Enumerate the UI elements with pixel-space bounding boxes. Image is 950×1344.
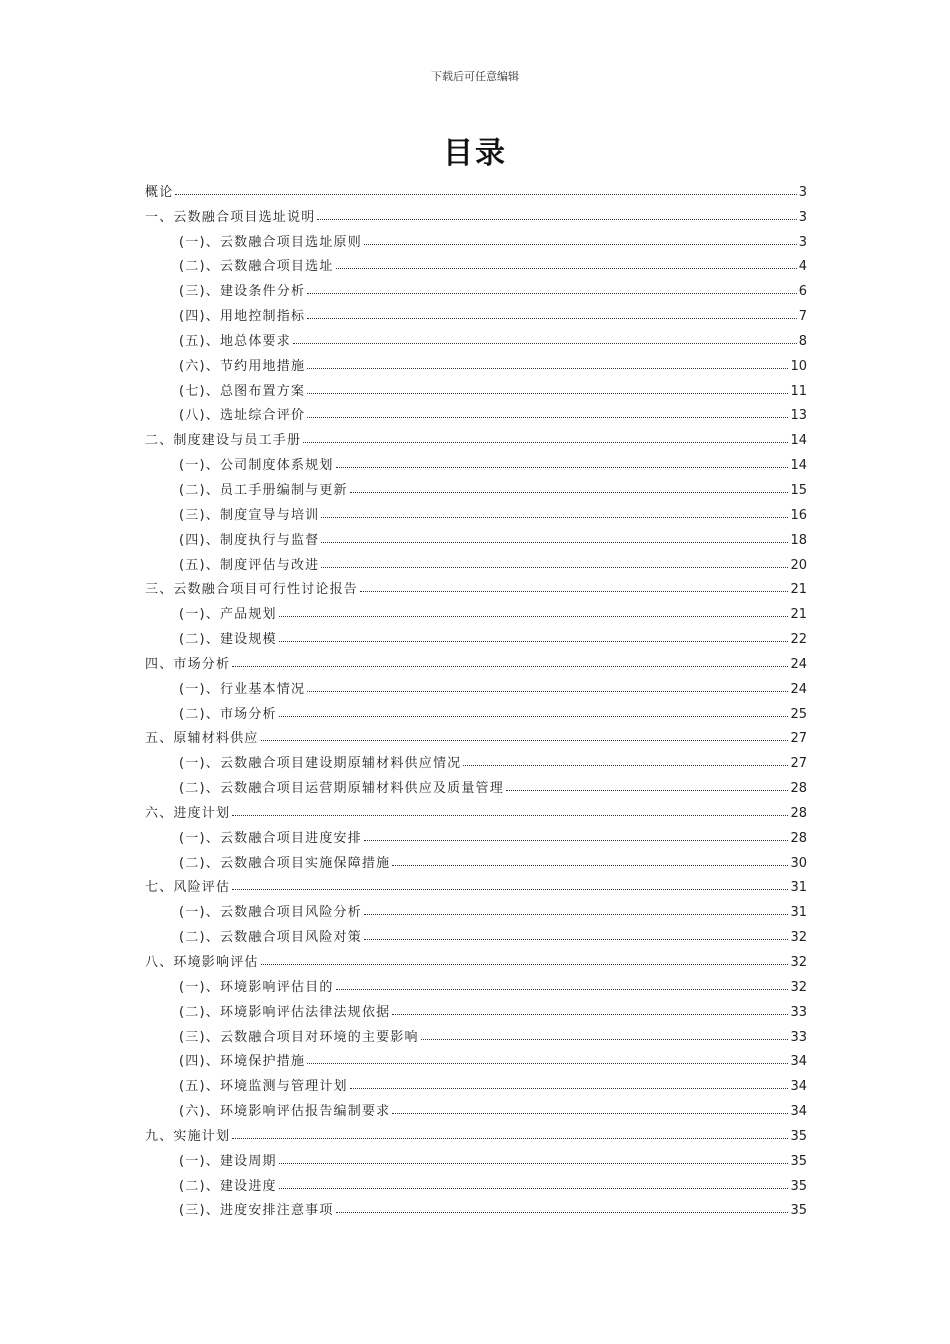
toc-dot-leader <box>293 343 797 344</box>
toc-dot-leader <box>307 417 788 418</box>
toc-dot-leader <box>307 1063 788 1064</box>
toc-entry-label: (一)、公司制度体系规划 <box>179 458 334 474</box>
toc-entry[interactable] <box>145 697 807 722</box>
toc-entry[interactable] <box>145 1094 807 1119</box>
toc-entry[interactable] <box>145 871 807 896</box>
toc-entry-page-number: 8 <box>798 333 807 349</box>
toc-entry-label: 四、市场分析 <box>145 656 231 672</box>
toc-entry[interactable] <box>145 970 807 995</box>
toc-entry-page-number: 31 <box>790 880 807 896</box>
toc-entry-page-number: 6 <box>798 284 807 300</box>
toc-entry-label: 九、实施计划 <box>145 1128 231 1144</box>
toc-entry[interactable] <box>145 324 807 349</box>
toc-entry-page-number: 34 <box>790 1054 807 1070</box>
toc-dot-leader <box>321 517 788 518</box>
toc-entry-page-number: 21 <box>790 582 807 598</box>
toc-entry-page-number: 16 <box>790 507 807 523</box>
toc-entry-label: (四)、制度执行与监督 <box>179 532 320 548</box>
toc-entry-label: (五)、环境监测与管理计划 <box>179 1079 348 1095</box>
toc-entry-label: (三)、云数融合项目对环境的主要影响 <box>179 1029 419 1045</box>
toc-dot-leader <box>279 716 789 717</box>
toc-entry[interactable] <box>145 771 807 796</box>
toc-entry-label: 七、风险评估 <box>145 880 231 896</box>
toc-entry-label: (二)、云数融合项目运营期原辅材料供应及质量管理 <box>179 781 504 797</box>
toc-dot-leader <box>421 1039 789 1040</box>
page-title: 目录 <box>443 136 507 171</box>
toc-dot-leader <box>303 442 788 443</box>
toc-entry-page-number: 35 <box>790 1153 807 1169</box>
toc-dot-leader <box>364 244 797 245</box>
toc-dot-leader <box>364 840 789 841</box>
toc-entry-page-number: 28 <box>790 805 807 821</box>
toc-entry[interactable] <box>145 1169 807 1194</box>
toc-entry[interactable] <box>145 1069 807 1094</box>
toc-entry-page-number: 11 <box>790 383 807 399</box>
toc-entry[interactable] <box>145 250 807 275</box>
toc-dot-leader <box>364 939 789 940</box>
toc-entry[interactable] <box>145 796 807 821</box>
toc-dot-leader <box>392 1113 788 1114</box>
toc-entry-page-number: 24 <box>790 681 807 697</box>
toc-entry-label: (二)、云数融合项目风险对策 <box>179 930 362 946</box>
toc-dot-leader <box>307 293 797 294</box>
toc-entry[interactable] <box>145 945 807 970</box>
toc-entry-page-number: 10 <box>790 358 807 374</box>
toc-entry[interactable] <box>145 573 807 598</box>
toc-entry-label: (二)、云数融合项目实施保障措施 <box>179 855 391 871</box>
toc-entry[interactable] <box>145 374 807 399</box>
toc-entry[interactable] <box>145 995 807 1020</box>
toc-entry[interactable] <box>145 448 807 473</box>
toc-entry-page-number: 32 <box>790 930 807 946</box>
toc-entry-label: (二)、建设规模 <box>179 632 277 648</box>
toc-dot-leader <box>307 368 788 369</box>
toc-dot-leader <box>350 492 789 493</box>
toc-dot-leader <box>279 1163 789 1164</box>
toc-entry-page-number: 33 <box>790 1004 807 1020</box>
toc-dot-leader <box>307 393 788 394</box>
toc-entry-label: (三)、建设条件分析 <box>179 284 306 300</box>
toc-entry[interactable] <box>145 1194 807 1219</box>
toc-entry-label: (七)、总图布置方案 <box>179 383 306 399</box>
toc-entry-label: (六)、环境影响评估报告编制要求 <box>179 1104 391 1120</box>
toc-dot-leader <box>392 865 788 866</box>
toc-entry-label: (二)、环境影响评估法律法规依据 <box>179 1004 391 1020</box>
toc-dot-leader <box>364 914 789 915</box>
toc-entry-label: (一)、云数融合项目选址原则 <box>179 234 362 250</box>
toc-entry-page-number: 14 <box>790 433 807 449</box>
toc-entry[interactable] <box>145 1045 807 1070</box>
toc-entry[interactable] <box>145 299 807 324</box>
toc-dot-leader <box>232 666 788 667</box>
toc-entry[interactable] <box>145 473 807 498</box>
toc-entry-label: (二)、建设进度 <box>179 1178 277 1194</box>
toc-entry-label: (一)、行业基本情况 <box>179 681 306 697</box>
toc-entry-label: (三)、进度安排注意事项 <box>179 1203 334 1219</box>
toc-entry-page-number: 14 <box>790 458 807 474</box>
toc-dot-leader <box>336 989 789 990</box>
toc-entry[interactable] <box>145 622 807 647</box>
toc-entry[interactable] <box>145 200 807 225</box>
toc-dot-leader <box>317 219 796 220</box>
toc-entry-page-number: 28 <box>790 781 807 797</box>
toc-entry[interactable] <box>145 746 807 771</box>
toc-entry[interactable] <box>145 225 807 250</box>
toc-entry-page-number: 27 <box>790 756 807 772</box>
toc-entry-page-number: 35 <box>790 1178 807 1194</box>
toc-dot-leader <box>506 790 789 791</box>
toc-dot-leader <box>336 268 797 269</box>
toc-dot-leader <box>232 815 788 816</box>
toc-dot-leader <box>321 567 788 568</box>
toc-entry-label: 二、制度建设与员工手册 <box>145 433 302 449</box>
toc-entry-page-number: 32 <box>790 979 807 995</box>
toc-dot-leader <box>321 542 788 543</box>
toc-entry-page-number: 34 <box>790 1079 807 1095</box>
toc-entry-label: 一、云数融合项目选址说明 <box>145 209 316 225</box>
toc-entry[interactable] <box>145 548 807 573</box>
toc-entry-page-number: 33 <box>790 1029 807 1045</box>
toc-entry-page-number: 20 <box>790 557 807 573</box>
toc-entry-page-number: 32 <box>790 955 807 970</box>
toc-entry-page-number: 13 <box>790 408 807 424</box>
toc-entry-page-number: 31 <box>790 905 807 921</box>
toc-dot-leader <box>360 591 788 592</box>
toc-entry[interactable] <box>145 349 807 374</box>
toc-dot-leader <box>307 318 797 319</box>
toc-dot-leader <box>392 1014 788 1015</box>
toc-entry-page-number: 27 <box>790 731 807 747</box>
toc-entry-label: 六、进度计划 <box>145 805 231 821</box>
toc-entry-page-number: 4 <box>798 259 807 275</box>
toc-dot-leader <box>463 765 788 766</box>
toc-entry-label: (二)、市场分析 <box>179 706 277 722</box>
toc-entry-page-number: 22 <box>790 632 807 648</box>
toc-entry-label: 三、云数融合项目可行性讨论报告 <box>145 582 359 598</box>
toc-entry[interactable] <box>145 1144 807 1169</box>
toc-entry-label: (一)、产品规划 <box>179 607 277 623</box>
toc-dot-leader <box>232 1138 788 1139</box>
toc-dot-leader <box>175 194 796 195</box>
toc-entry[interactable] <box>145 647 807 672</box>
toc-entry-page-number: 25 <box>790 706 807 722</box>
toc-entry-page-number: 3 <box>798 234 807 250</box>
toc-dot-leader <box>307 691 788 692</box>
toc-entry-page-number: 28 <box>790 830 807 846</box>
toc-dot-leader <box>350 1088 789 1089</box>
toc-entry-label: (五)、制度评估与改进 <box>179 557 320 573</box>
toc-dot-leader <box>232 889 788 890</box>
toc-entry-page-number: 3 <box>798 209 807 225</box>
toc-entry[interactable] <box>145 498 807 523</box>
toc-entry[interactable] <box>145 1020 807 1045</box>
toc-entry-page-number: 3 <box>798 184 807 200</box>
toc-entry-label: 概论 <box>145 184 174 200</box>
toc-entry[interactable] <box>145 274 807 299</box>
toc-entry-page-number: 15 <box>790 482 807 498</box>
toc-entry-page-number: 7 <box>798 309 807 325</box>
toc-entry[interactable] <box>145 846 807 871</box>
toc-entry-label: (四)、环境保护措施 <box>179 1054 306 1070</box>
toc-entry-label: (一)、云数融合项目进度安排 <box>179 830 362 846</box>
toc-entry-label: (八)、选址综合评价 <box>179 408 306 424</box>
toc-entry-label: (一)、云数融合项目风险分析 <box>179 905 362 921</box>
toc-entry-page-number: 30 <box>790 855 807 871</box>
toc-dot-leader <box>261 964 789 965</box>
toc-entry-page-number: 35 <box>790 1203 807 1219</box>
toc-entry[interactable] <box>145 1119 807 1144</box>
toc-entry-label: (三)、制度宣导与培训 <box>179 507 320 523</box>
toc-dot-leader <box>336 467 789 468</box>
toc-entry[interactable] <box>145 523 807 548</box>
toc-entry-page-number: 34 <box>790 1104 807 1120</box>
toc-entry-page-number: 35 <box>790 1128 807 1144</box>
toc-entry-label: 五、原辅材料供应 <box>145 731 259 747</box>
toc-dot-leader <box>279 641 789 642</box>
toc-entry-label: (六)、节约用地措施 <box>179 358 306 374</box>
toc-entry[interactable] <box>145 423 807 448</box>
toc-entry-page-number: 18 <box>790 532 807 548</box>
toc-dot-leader <box>279 1188 789 1189</box>
toc-entry-label: (一)、云数融合项目建设期原辅材料供应情况 <box>179 756 462 772</box>
toc-entry-label: 八、环境影响评估 <box>145 955 259 970</box>
toc-entry-label: (一)、建设周期 <box>179 1153 277 1169</box>
toc-entry-label: (一)、环境影响评估目的 <box>179 979 334 995</box>
toc-entry-label: (四)、用地控制指标 <box>179 309 306 325</box>
toc-entry[interactable] <box>145 672 807 697</box>
toc-entry[interactable] <box>145 821 807 846</box>
toc-entry[interactable] <box>145 722 807 747</box>
toc-dot-leader <box>336 1212 789 1213</box>
page-header-note: 下载后可任意编辑 <box>431 70 519 83</box>
toc-entry[interactable] <box>145 597 807 622</box>
toc-entry[interactable] <box>145 175 807 200</box>
toc-entry-page-number: 21 <box>790 607 807 623</box>
toc-entry-label: (五)、地总体要求 <box>179 333 291 349</box>
toc-entry[interactable] <box>145 920 807 945</box>
toc-entry-page-number: 24 <box>790 656 807 672</box>
toc-entry-label: (二)、云数融合项目选址 <box>179 259 334 275</box>
toc-entry[interactable] <box>145 895 807 920</box>
toc-dot-leader <box>279 616 789 617</box>
toc-entry-label: (二)、员工手册编制与更新 <box>179 482 348 498</box>
table-of-contents <box>145 175 807 1218</box>
toc-entry[interactable] <box>145 399 807 424</box>
toc-dot-leader <box>261 740 789 741</box>
